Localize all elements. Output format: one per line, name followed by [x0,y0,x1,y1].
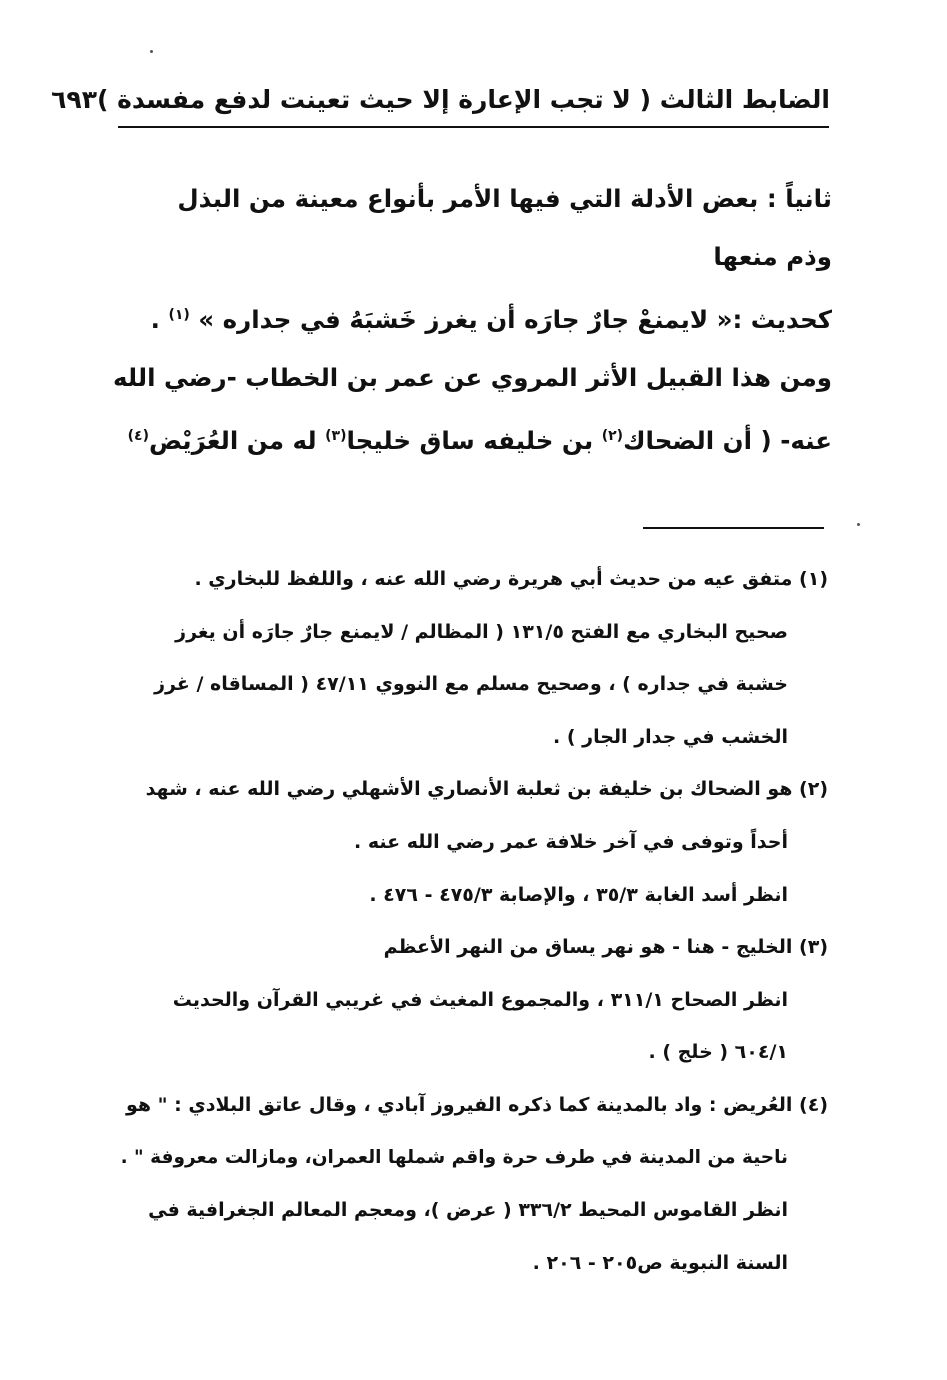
body-line [110,407,832,470]
body-line-text: ثانياً : بعض الأدلة التي فيها الأمر بأنواع معينة من البذل [177,184,832,213]
scan-speck [150,50,153,53]
body-line [110,228,832,286]
body-line [110,170,832,228]
footnote-line: (١) متفق عيه من حديث أبي هريرة رضي الله عنه ، واللفظ للبخاري . [194,568,828,590]
body-line [110,349,832,407]
hadith-quote: كحديث :« لايمنعْ جارٌ جارَه أن يغرز خَشبَهُ في جداره » [198,305,832,335]
header-rule [118,126,829,128]
body-line-text: له من العُرَيْض [148,426,326,456]
footnote-ref: (١) [168,307,190,323]
body-line [110,286,832,349]
footnote-4 [110,1079,828,1289]
scan-speck [857,523,860,526]
footnote-1 [110,553,828,763]
footnotes [110,553,828,1289]
body-line-text: ومن هذا القبيل الأثر المروي عن عمر بن الخطاب -رضي الله [113,363,832,393]
footnote-line: ناحية من المدينة في طرف حرة واقم شملها العمران، ومازالت معروفة " . [120,1146,788,1168]
page-number: ٦٩٣ [51,84,97,114]
footnote-line: أحداً وتوفى في آخر خلافة عمر رضي الله عنه . [354,830,788,853]
footnote-ref: (٤) [127,428,149,445]
footnote-line: انظر أسد الغابة ٣٥/٣ ، والإصابة ٤٧٥/٣ - ٤٧٦ . [369,883,788,906]
footnote-line: (٤) العُريض : واد بالمدينة كما ذكره الفيروز آبادي ، وقال عاتق البلادي : " هو [125,1093,828,1116]
footnote-ref: (٣) [325,428,347,445]
footnote-line: انظر الصحاح ٣١١/١ ، والمجموع المغيث في غريبي القرآن والحديث [172,988,788,1011]
body-line-text: . [150,305,160,335]
footnote-line: (٢) هو الضحاك بن خليفة بن ثعلبة الأنصاري الأشهلي رضي الله عنه ، شهد [145,778,828,801]
body-line-text: وذم منعها [713,242,832,271]
footnote-line: الخشب في جدار الجار ) . [553,725,788,748]
main-text [110,170,832,470]
footnote-line: ٦٠٤/١ ( خلج ) . [648,1041,788,1064]
footnote-line: صحيح البخاري مع الفتح ١٣١/٥ ( المظالم / لايمنع جارٌ جارَه أن يغرز [175,620,788,643]
running-title: الضابط الثالث ( لا تجب الإعارة إلا حيث تعينت لدفع مفسدة ) [96,84,830,114]
footnote-line: انظر القاموس المحيط ٣٣٦/٢ ( عرض )، ومعجم المعالم الجغرافية في [148,1199,788,1222]
footnote-separator [643,527,824,529]
footnote-line: خشبة في جداره ) ، وصحيح مسلم مع النووي ٤٧/١١ ( المساقاه / غرز [154,673,788,696]
body-line-text: بن خليفه ساق خليجا [346,426,602,456]
footnote-ref: (٢) [601,428,624,445]
footnote-line: السنة النبوية ص٢٠٥ - ٢٠٦ . [532,1251,788,1274]
footnote-3 [110,921,828,1079]
footnote-2 [110,763,828,921]
footnote-line: (٣) الخليج - هنا - هو نهر يساق من النهر الأعظم [383,936,828,959]
page-header [51,70,830,128]
body-line-text: عنه- ( أن الضحاك [623,426,832,456]
